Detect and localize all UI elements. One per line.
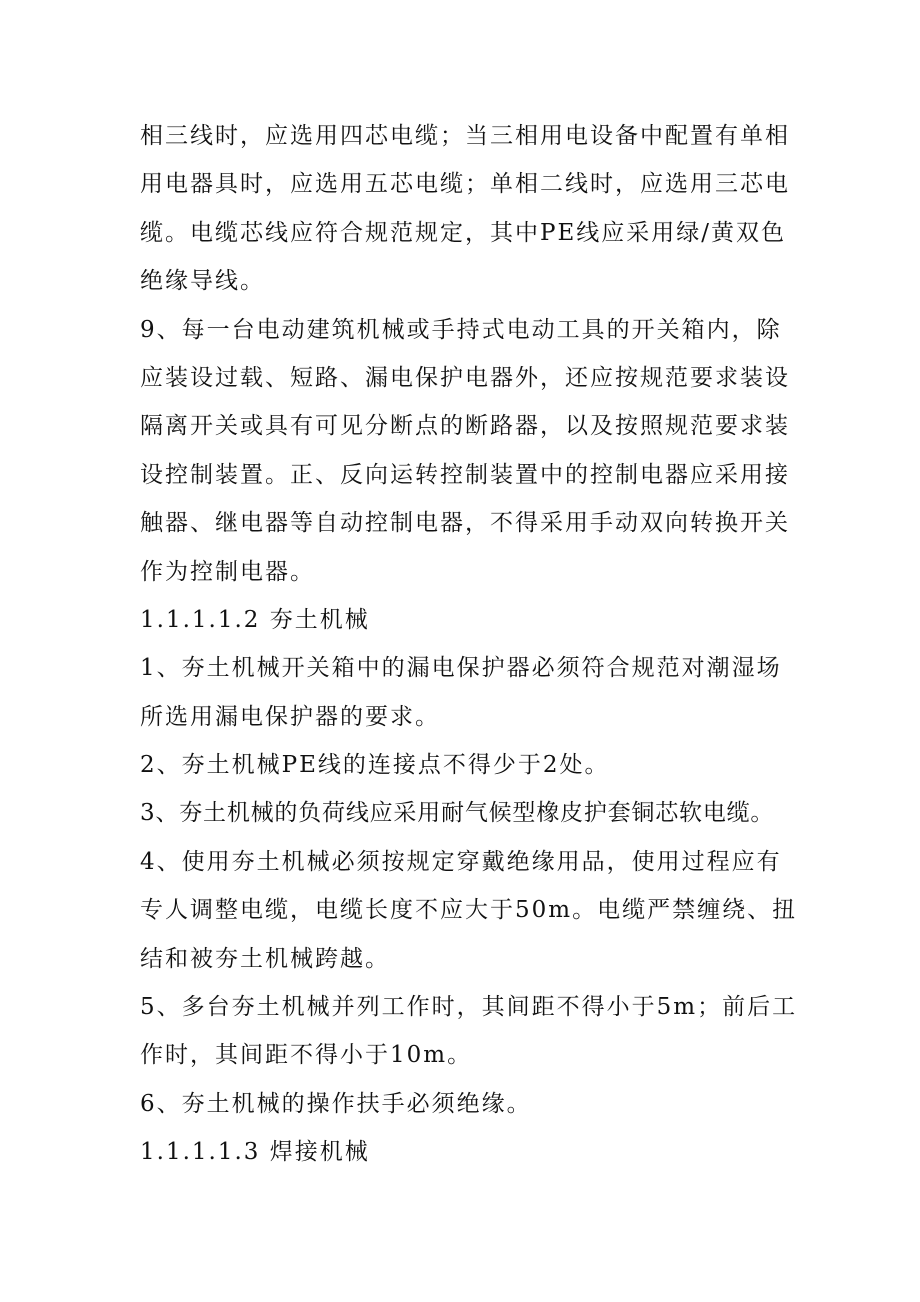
list-item-1: 1、夯土机械开关箱中的漏电保护器必须符合规范对潮湿场 [140,655,782,682]
section-heading-1-1-1-1-3: 1.1.1.1.3 焊接机械 [140,1139,370,1166]
section-heading-1-1-1-1-2: 1.1.1.1.2 夯土机械 [140,606,370,633]
document-body [140,112,800,1177]
text-line: 专人调整电缆，电缆长度不应大于50m。电缆严禁缠绕、扭 [140,897,798,924]
text-line: 设控制装置。正、反向运转控制装置中的控制电器应采用接 [140,461,790,488]
text-line: 作为控制电器。 [140,558,315,585]
text-line: 绝缘导线。 [140,268,265,295]
list-item-6: 6、夯土机械的操作扶手必须绝缘。 [140,1090,532,1117]
text-line: 应装设过载、短路、漏电保护电器外，还应按规范要求装设 [140,364,790,391]
list-item-3: 3、夯土机械的负荷线应采用耐气候型橡皮护套铜芯软电缆。 [140,800,775,827]
text-line: 结和被夯土机械跨越。 [140,945,390,972]
text-line: 相三线时，应选用四芯电缆；当三相用电设备中配置有单相 [140,123,790,149]
text-line: 用电器具时，应选用五芯电缆；单相二线时，应选用三芯电 [140,171,790,198]
text-line: 触器、继电器等自动控制电器，不得采用手动双向转换开关 [140,510,790,537]
list-item-5: 5、多台夯土机械并列工作时，其间距不得小于5m；前后工 [140,994,798,1021]
list-item-9: 9、每一台电动建筑机械或手持式电动工具的开关箱内，除 [140,316,782,343]
text-line: 所选用漏电保护器的要求。 [140,703,440,730]
text-line: 缆。电缆芯线应符合规范规定，其中PE线应采用绿/黄双色 [140,219,787,246]
text-line: 隔离开关或具有可见分断点的断路器，以及按照规范要求装 [140,413,790,440]
list-item-4: 4、使用夯土机械必须按规定穿戴绝缘用品，使用过程应有 [140,848,782,875]
text-line: 作时，其间距不得小于10m。 [140,1042,473,1069]
list-item-2: 2、夯土机械PE线的连接点不得少于2处。 [140,752,610,779]
